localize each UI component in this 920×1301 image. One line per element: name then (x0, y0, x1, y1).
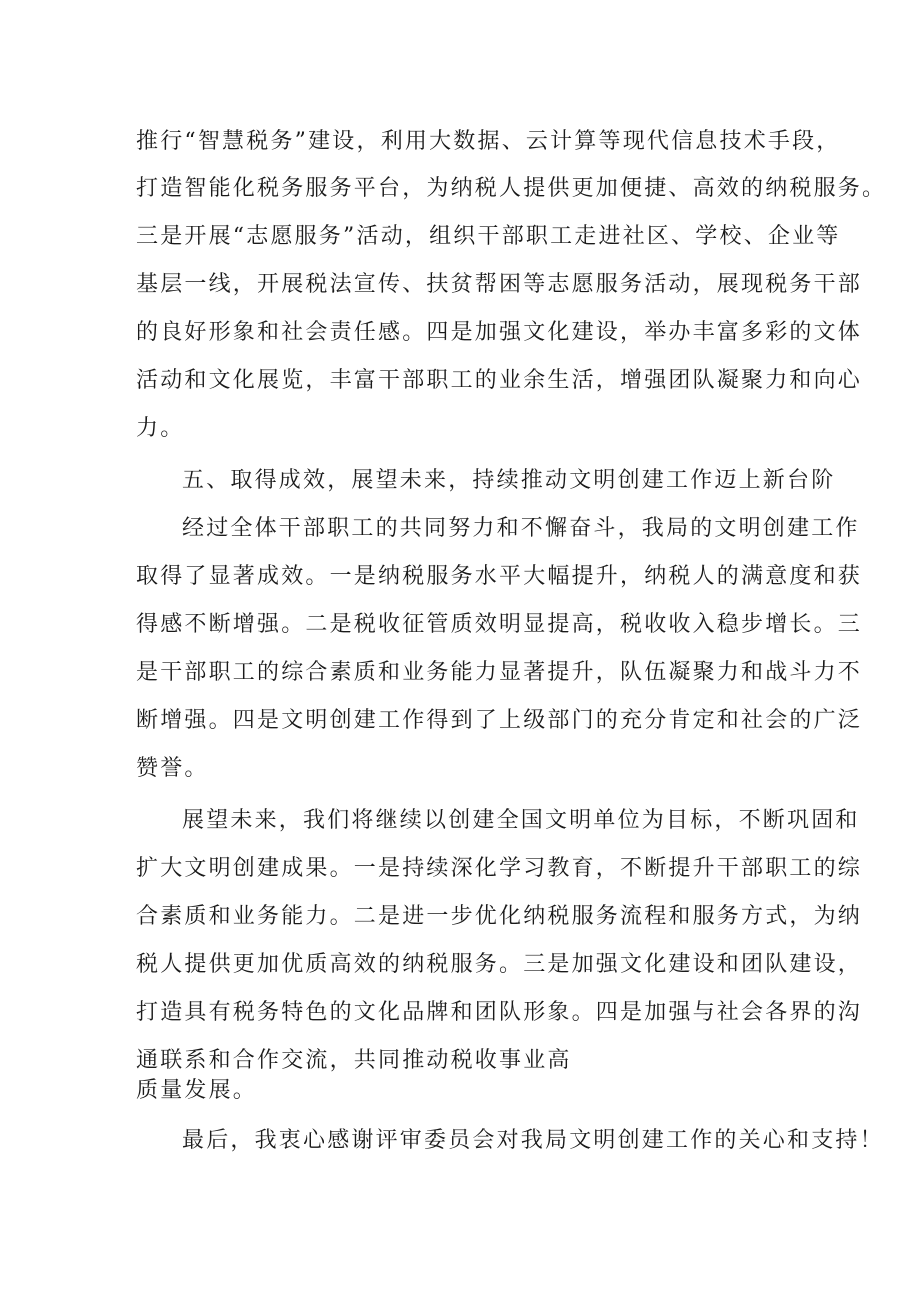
text-line: 是干部职工的综合素质和业务能力显著提升，队伍凝聚力和战斗力不 (136, 660, 863, 685)
text-line: 断增强。四是文明创建工作得到了上级部门的充分肯定和社会的广泛 (136, 708, 863, 733)
text-line: 得感不断增强。二是税收征管质效明显提高，税收收入稳步增长。三 (136, 612, 863, 637)
text-line: 质量发展。 (136, 1078, 258, 1103)
text-line: 力。 (136, 416, 185, 441)
text-line: 税人提供更加优质高效的纳税服务。三是加强文化建设和团队建设， (136, 952, 863, 977)
text-line: 扩大文明创建成果。一是持续深化学习教育，不断提升干部职工的综 (136, 856, 863, 881)
closing-line: 最后，我衷心感谢评审委员会对我局文明创建工作的关心和支持！ (182, 1128, 884, 1153)
text-line: 赞誉。 (136, 756, 209, 781)
text-line: 通联系和合作交流，共同推动税收事业高 (136, 1048, 572, 1073)
text-line: 打造具有税务特色的文化品牌和团队形象。四是加强与社会各界的沟 (136, 1000, 863, 1025)
text-line: 打造智能化税务服务平台，为纳税人提供更加便捷、高效的纳税服务。 (136, 176, 887, 201)
text-line: 基层一线，开展税法宣传、扶贫帮困等志愿服务活动，展现税务干部 (136, 272, 863, 297)
text-line: 合素质和业务能力。二是进一步优化纳税服务流程和服务方式，为纳 (136, 904, 863, 929)
text-line: 推行“智慧税务”建设，利用大数据、云计算等现代信息技术手段， (136, 129, 841, 154)
text-line: 的良好形象和社会责任感。四是加强文化建设，举办丰富多彩的文体 (136, 320, 863, 345)
text-line: 经过全体干部职工的共同努力和不懈奋斗，我局的文明创建工作 (182, 516, 860, 541)
text-line: 取得了显著成效。一是纳税服务水平大幅提升，纳税人的满意度和获 (136, 564, 863, 589)
text-line: 展望未来，我们将继续以创建全国文明单位为目标，不断巩固和 (182, 808, 860, 833)
text-line: 三是开展“志愿服务”活动，组织干部职工走进社区、学校、企业等 (136, 224, 841, 249)
text-line: 活动和文化展览，丰富干部职工的业余生活，增强团队凝聚力和向心 (136, 368, 863, 393)
section-heading: 五、取得成效，展望未来，持续推动文明创建工作迈上新台阶 (182, 468, 836, 493)
